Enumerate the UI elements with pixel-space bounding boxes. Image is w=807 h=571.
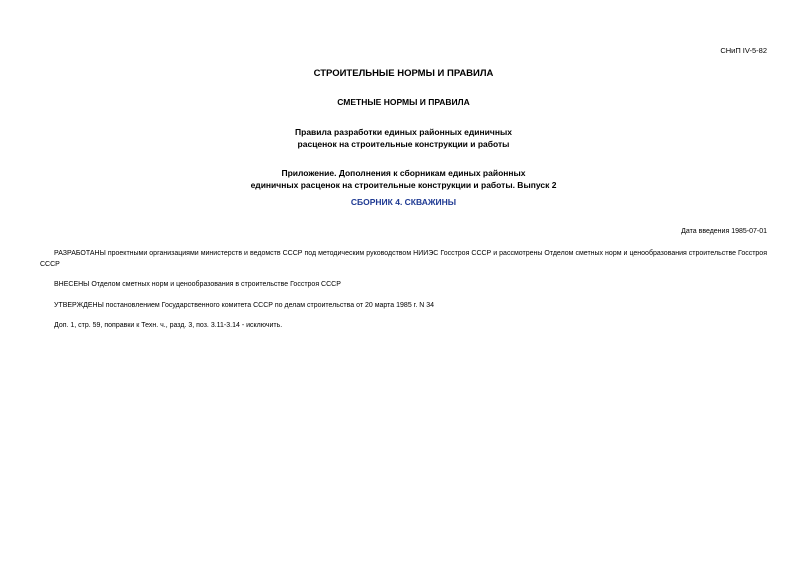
submitted-by-paragraph: ВНЕСЕНЫ Отделом сметных норм и ценообразования в строительстве Госстроя СССР bbox=[54, 281, 341, 288]
appendix-title-line-1: Приложение. Дополнения к сборникам единых районных bbox=[281, 168, 526, 178]
appendix-title bbox=[0, 167, 807, 191]
developed-by-paragraph: РАЗРАБОТАНЫ проектными организациями министерств и ведомств СССР под методическим руководством НИИЭС Госстроя СССР и рассмотрены Отделом сметных норм и ценообразования строительстве Госстроя СССР bbox=[40, 250, 767, 268]
document-code: СНиП IV-5-82 bbox=[720, 46, 767, 55]
title-sub: СМЕТНЫЕ НОРМЫ И ПРАВИЛА bbox=[337, 97, 470, 107]
intro-date: Дата введения 1985-07-01 bbox=[681, 228, 767, 235]
appendix-title-line-2: единичных расценок на строительные конструкции и работы. Выпуск 2 bbox=[250, 180, 557, 190]
approved-by-paragraph: УТВЕРЖДЕНЫ постановлением Государственного комитета СССР по делам строительства от 20 марта 1985 г. N 34 bbox=[54, 302, 435, 309]
rules-title-line-2: расценок на строительные конструкции и работы bbox=[297, 139, 510, 149]
rules-title bbox=[0, 126, 807, 150]
title-main: СТРОИТЕЛЬНЫЕ НОРМЫ И ПРАВИЛА bbox=[313, 68, 494, 79]
collection-title: СБОРНИК 4. СКВАЖИНЫ bbox=[350, 197, 457, 207]
amendment-paragraph: Доп. 1, стр. 59, поправки к Техн. ч., разд. 3, поз. 3.11-3.14 - исключить. bbox=[54, 322, 283, 329]
rules-title-line-1: Правила разработки единых районных единичных bbox=[295, 127, 512, 137]
